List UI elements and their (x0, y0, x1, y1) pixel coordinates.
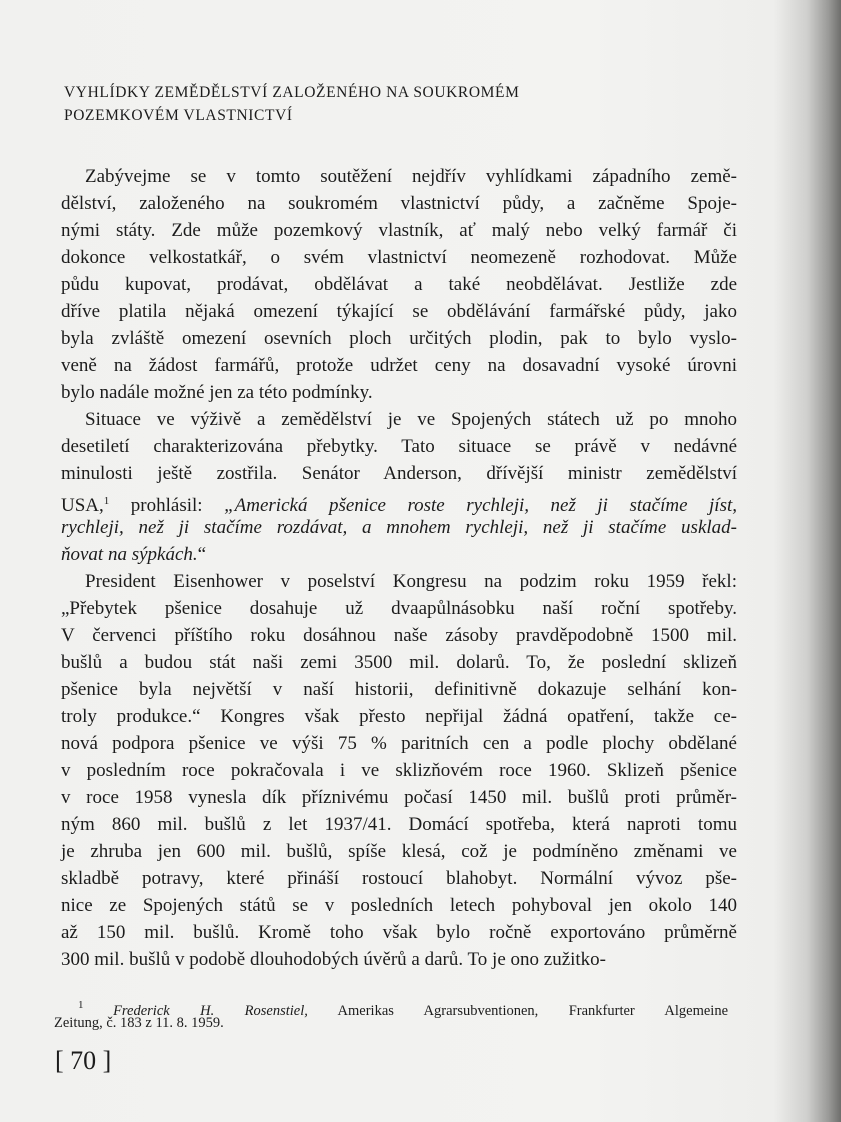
text-line (61, 328, 737, 350)
text-segment: “ (197, 544, 207, 565)
text-line (61, 517, 737, 539)
text-segment: dříve platila nějaká omezení týkající se obdělávání farmářské půdy, jako (61, 301, 737, 322)
text-segment: President Eisenhower v poselství Kongresu na podzim roku 1959 řekl: (85, 571, 737, 592)
chapter-heading-line-1: VYHLÍDKY ZEMĚDĚLSTVÍ ZALOŽENÉHO NA SOUKROMÉM (64, 84, 520, 101)
text-segment: nice ze Spojených států se v posledních letech pohyboval jen okolo 140 (61, 895, 737, 916)
text-line (61, 436, 737, 458)
text-segment: USA, (61, 495, 104, 516)
text-line (61, 706, 737, 728)
text-line (61, 274, 737, 296)
text-segment: Situace ve výživě a zemědělství je ve Spojených státech už po mnoho (85, 409, 737, 430)
text-line (61, 787, 737, 809)
footnote-author: Frederick H. Rosenstiel, (113, 1003, 308, 1019)
text-segment: půdu kupovat, prodávat, obdělávat a také neobdělávat. Jestliže zde (61, 274, 737, 295)
text-line (61, 814, 737, 836)
text-segment: desetiletí charakterizována přebytky. Tato situace se právě v nedávné (61, 436, 737, 457)
text-segment: prohlásil: (109, 495, 225, 516)
text-line (61, 733, 737, 755)
text-line (61, 868, 737, 890)
text-segment: 300 mil. bušlů v podobě dlouhodobých úvěrů a darů. To je ono zužitko- (61, 949, 607, 970)
text-line (61, 463, 737, 485)
text-line (61, 490, 737, 516)
text-line (61, 193, 737, 215)
text-segment: minulosti ještě zostřila. Senátor Anderson, dřívější ministr zemědělství (61, 463, 737, 484)
text-line (61, 949, 737, 971)
text-segment: „Přebytek pšenice dosahuje už dvaapůlnásobku naší roční spotřeby. (61, 598, 737, 619)
text-segment: veně na žádost farmářů, protože udržet ceny na dosavadní vysoké úrovni (61, 355, 737, 376)
text-segment: nová podpora pšenice ve výši 75 % paritních cen a podle plochy obdělané (61, 733, 737, 754)
text-segment: skladbě potravy, které přináší rostoucí blahobyt. Normální vývoz pše- (61, 868, 737, 889)
footnote-text: Zeitung, č. 183 z 11. 8. 1959. (54, 1015, 224, 1031)
italic-text: ňovat na sýpkách. (61, 544, 198, 565)
text-line (61, 895, 737, 917)
text-segment: až 150 mil. bušlů. Kromě toho však bylo ročně exportováno průměrně (61, 922, 737, 943)
chapter-heading-line-2: POZEMKOVÉM VLASTNICTVÍ (64, 107, 293, 124)
footnote-marker: 1 (103, 495, 110, 507)
text-segment: byla zvláště omezení osevních ploch určitých plodin, pak to bylo vyslo- (61, 328, 737, 349)
text-segment: pšenice byla největší v naší historii, definitivně dokazuje selhání kon- (61, 679, 737, 700)
text-line (61, 382, 737, 404)
text-line (61, 679, 737, 701)
text-line (61, 598, 737, 620)
text-line (85, 409, 737, 431)
text-segment: nými státy. Zde může pozemkový vlastník, ať malý nebo velký farmář či (61, 220, 737, 241)
text-line (61, 922, 737, 944)
text-line (61, 301, 737, 323)
text-line (61, 544, 737, 566)
text-segment: bušlů a budou stát naši zemi 3500 mil. dolarů. To, že poslední sklizeň (61, 652, 737, 673)
footnote-text: Amerikas Agrarsubventionen, Frankfurter Algemeine (307, 1003, 728, 1019)
text-line (61, 841, 737, 863)
text-line (61, 625, 737, 647)
text-segment: je zhruba jen 600 mil. bušlů, spíše klesá, což je podmíněno změnami ve (61, 841, 737, 862)
footnote-line (54, 1014, 728, 1032)
text-line (61, 247, 737, 269)
page-number: [ 70 ] (55, 1046, 112, 1075)
text-line (85, 166, 737, 188)
italic-text: rychleji, než ji stačíme rozdávat, a mnohem rychleji, než ji stačíme usklad- (61, 517, 737, 538)
text-line (61, 652, 737, 674)
text-segment: Zabývejme se v tomto soutěžení nejdřív vyhlídkami západního země- (85, 166, 737, 187)
text-segment: v posledním roce pokračovala i ve sklizňovém roce 1960. Sklizeň pšenice (61, 760, 737, 781)
text-line (85, 571, 737, 593)
text-segment: dokonce velkostatkář, o svém vlastnictví neomezeně rozhodovat. Může (61, 247, 737, 268)
text-line (61, 220, 737, 242)
text-segment: troly produkce.“ Kongres však přesto nepřijal žádná opatření, takže ce- (61, 706, 737, 727)
footnote-marker: 1 (78, 999, 114, 1011)
text-segment: v roce 1958 vynesla dík příznivému počasí 1450 mil. bušlů proti průměr- (61, 787, 737, 808)
text-segment: bylo nadále možné jen za této podmínky. (61, 382, 373, 403)
italic-text: „Americká pšenice roste rychleji, než ji stačíme jíst, (224, 495, 737, 516)
text-segment: dělství, založeného na soukromém vlastnictví půdy, a začněme Spoje- (61, 193, 737, 214)
text-line (61, 355, 737, 377)
text-line (61, 760, 737, 782)
text-segment: V červenci příštího roku dosáhnou naše zásoby pravděpodobně 1500 mil. (61, 625, 737, 646)
text-segment: ným 860 mil. bušlů z let 1937/41. Domácí spotřeba, která naproti tomu (61, 814, 737, 835)
